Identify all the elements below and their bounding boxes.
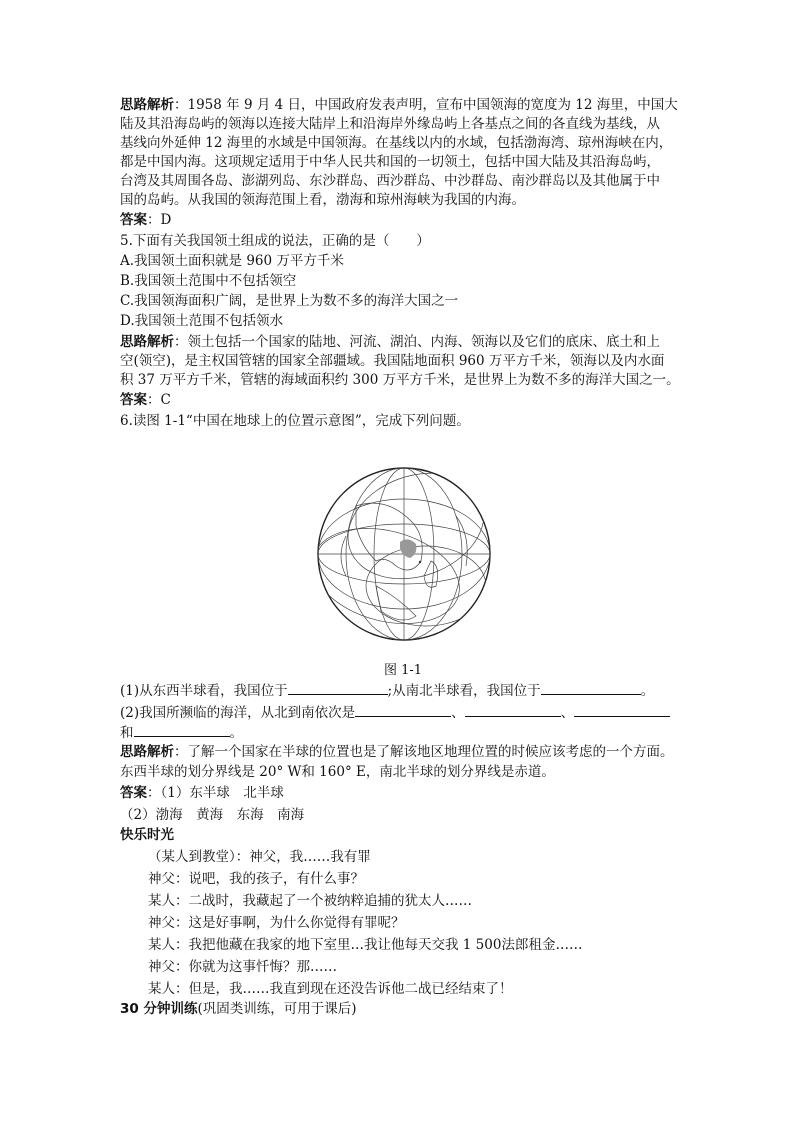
dialogue-line: 某人：我把他藏在我家的地下室里…我让他每天交我 1 500法郎租金……	[148, 937, 583, 953]
answer-text: ：（1）东半球 北半球	[147, 785, 284, 801]
question-sub2	[120, 702, 670, 723]
sub1-text: (1)从东西半球看，我国位于	[120, 683, 288, 699]
answer-blank[interactable]	[574, 702, 670, 717]
dialogue-line: 神父：这是好事啊，为什么你觉得有罪呢？	[148, 915, 405, 931]
dialogue-line: （某人到教堂）：神父，我……我有罪	[148, 849, 371, 865]
option-d: D.我国领土范围不包括领水	[120, 313, 284, 329]
analysis-line: 空(领空)，是主权国管辖的国家全部疆域。我国陆地面积 960 万平方千米，领海以及内水面	[120, 353, 665, 369]
sub2-text: (2)我国所濒临的海洋，从北到南依次是	[120, 705, 356, 721]
option-c: C.我国领海面积广阔，是世界上为数不多的海洋大国之一	[120, 293, 459, 309]
analysis-text: ：1958 年 9 月 4 日，中国政府发表声明，宣布中国领海的宽度为 12 海里，中国大	[174, 97, 678, 113]
dialogue-line: 某人：二战时，我藏起了一个被纳粹追捕的犹太人……	[148, 893, 472, 909]
section-title: 快乐时光	[120, 827, 174, 843]
analysis-line: 台湾及其周围各岛、澎湖列岛、东沙群岛、西沙群岛、中沙群岛、南沙群岛以及其他属于中	[120, 173, 660, 189]
separator: 、	[560, 705, 575, 721]
answer-line	[120, 391, 171, 410]
analysis-line: 基线向外延伸 12 海里的水域是中国领海。在基线以内的水域，包括渤海湾、琼州海峡在内，	[120, 135, 673, 151]
sub2-text: 和	[120, 725, 134, 741]
analysis-line	[120, 333, 660, 352]
analysis-text: ：领土包括一个国家的陆地、河流、湖泊、内海、领海以及它们的底床、底土和上	[174, 334, 660, 350]
answer-blank[interactable]	[288, 680, 388, 695]
option-a: A.我国领土面积就是 960 万平方千米	[120, 253, 344, 269]
answer-blank[interactable]	[355, 702, 451, 717]
answer-blank[interactable]	[465, 702, 561, 717]
figure-caption: 图 1-1	[384, 663, 423, 678]
analysis-label: 思路解析	[120, 334, 174, 350]
analysis-line: 积 37 万平方千米，管辖的海域面积约 300 万平方千米，是世界上为数不多的海洋大国之一。	[120, 372, 680, 388]
question-stem: 5.下面有关我国领土组成的说法，正确的是（ ）	[120, 233, 430, 249]
dialogue-line: 某人：但是，我……我直到现在还没告诉他二战已经结束了！	[148, 981, 513, 997]
question-sub1	[120, 680, 654, 701]
training-title: 30 分钟训练	[120, 1001, 198, 1017]
answer-blank[interactable]	[134, 722, 230, 737]
dialogue-line: 神父：你就为这事忏悔？那……	[148, 959, 337, 975]
answer-line: （2）渤海 黄海 东海 南海	[120, 807, 305, 823]
sub1-text: 。	[640, 683, 655, 699]
analysis-line	[120, 743, 674, 762]
answer-label: 答案	[120, 212, 147, 228]
training-note: (巩固类训练，可用于课后)	[197, 1001, 357, 1017]
answer-text: ：D	[147, 212, 172, 228]
analysis-line: 东西半球的划分界线是 20° W和 160° E，南北半球的划分界线是赤道。	[120, 764, 555, 780]
separator: 、	[451, 705, 465, 721]
analysis-label: 思路解析	[120, 744, 174, 760]
sub1-text: ;从南北半球看，我国位于	[387, 683, 541, 699]
training-heading	[120, 1000, 357, 1019]
analysis-label: 思路解析	[120, 97, 174, 113]
answer-label: 答案	[120, 392, 147, 408]
analysis-line: 陆及其沿海岛屿的领海以连接大陆岸上和沿海岸外缘岛屿上各基点之间的各直线为基线，从	[120, 116, 660, 132]
sub2-text: 。	[229, 725, 243, 741]
analysis-text: ：了解一个国家在半球的位置也是了解该地区地理位置的时候应该考虑的一个方面。	[174, 744, 674, 760]
answer-label: 答案	[120, 785, 147, 801]
answer-line	[120, 211, 171, 230]
answer-line	[120, 784, 284, 803]
analysis-line: 都是中国内海。这项规定适用于中华人民共和国的一切领土，包括中国大陆及其沿海岛屿，	[120, 154, 660, 170]
analysis-line	[120, 96, 678, 115]
dialogue-line: 神父：说吧，我的孩子，有什么事？	[148, 871, 364, 887]
analysis-line: 国的岛屿。从我国的领海范围上看，渤海和琼州海峡为我国的内海。	[120, 192, 525, 208]
question-stem: 6.读图 1-1“中国在地球上的位置示意图”，完成下列问题。	[120, 413, 470, 429]
option-b: B.我国领土范围中不包括领空	[120, 273, 297, 289]
question-sub2-cont	[120, 722, 243, 743]
answer-text: ：C	[147, 392, 171, 408]
answer-blank[interactable]	[541, 680, 641, 695]
globe-map-icon	[316, 466, 492, 642]
